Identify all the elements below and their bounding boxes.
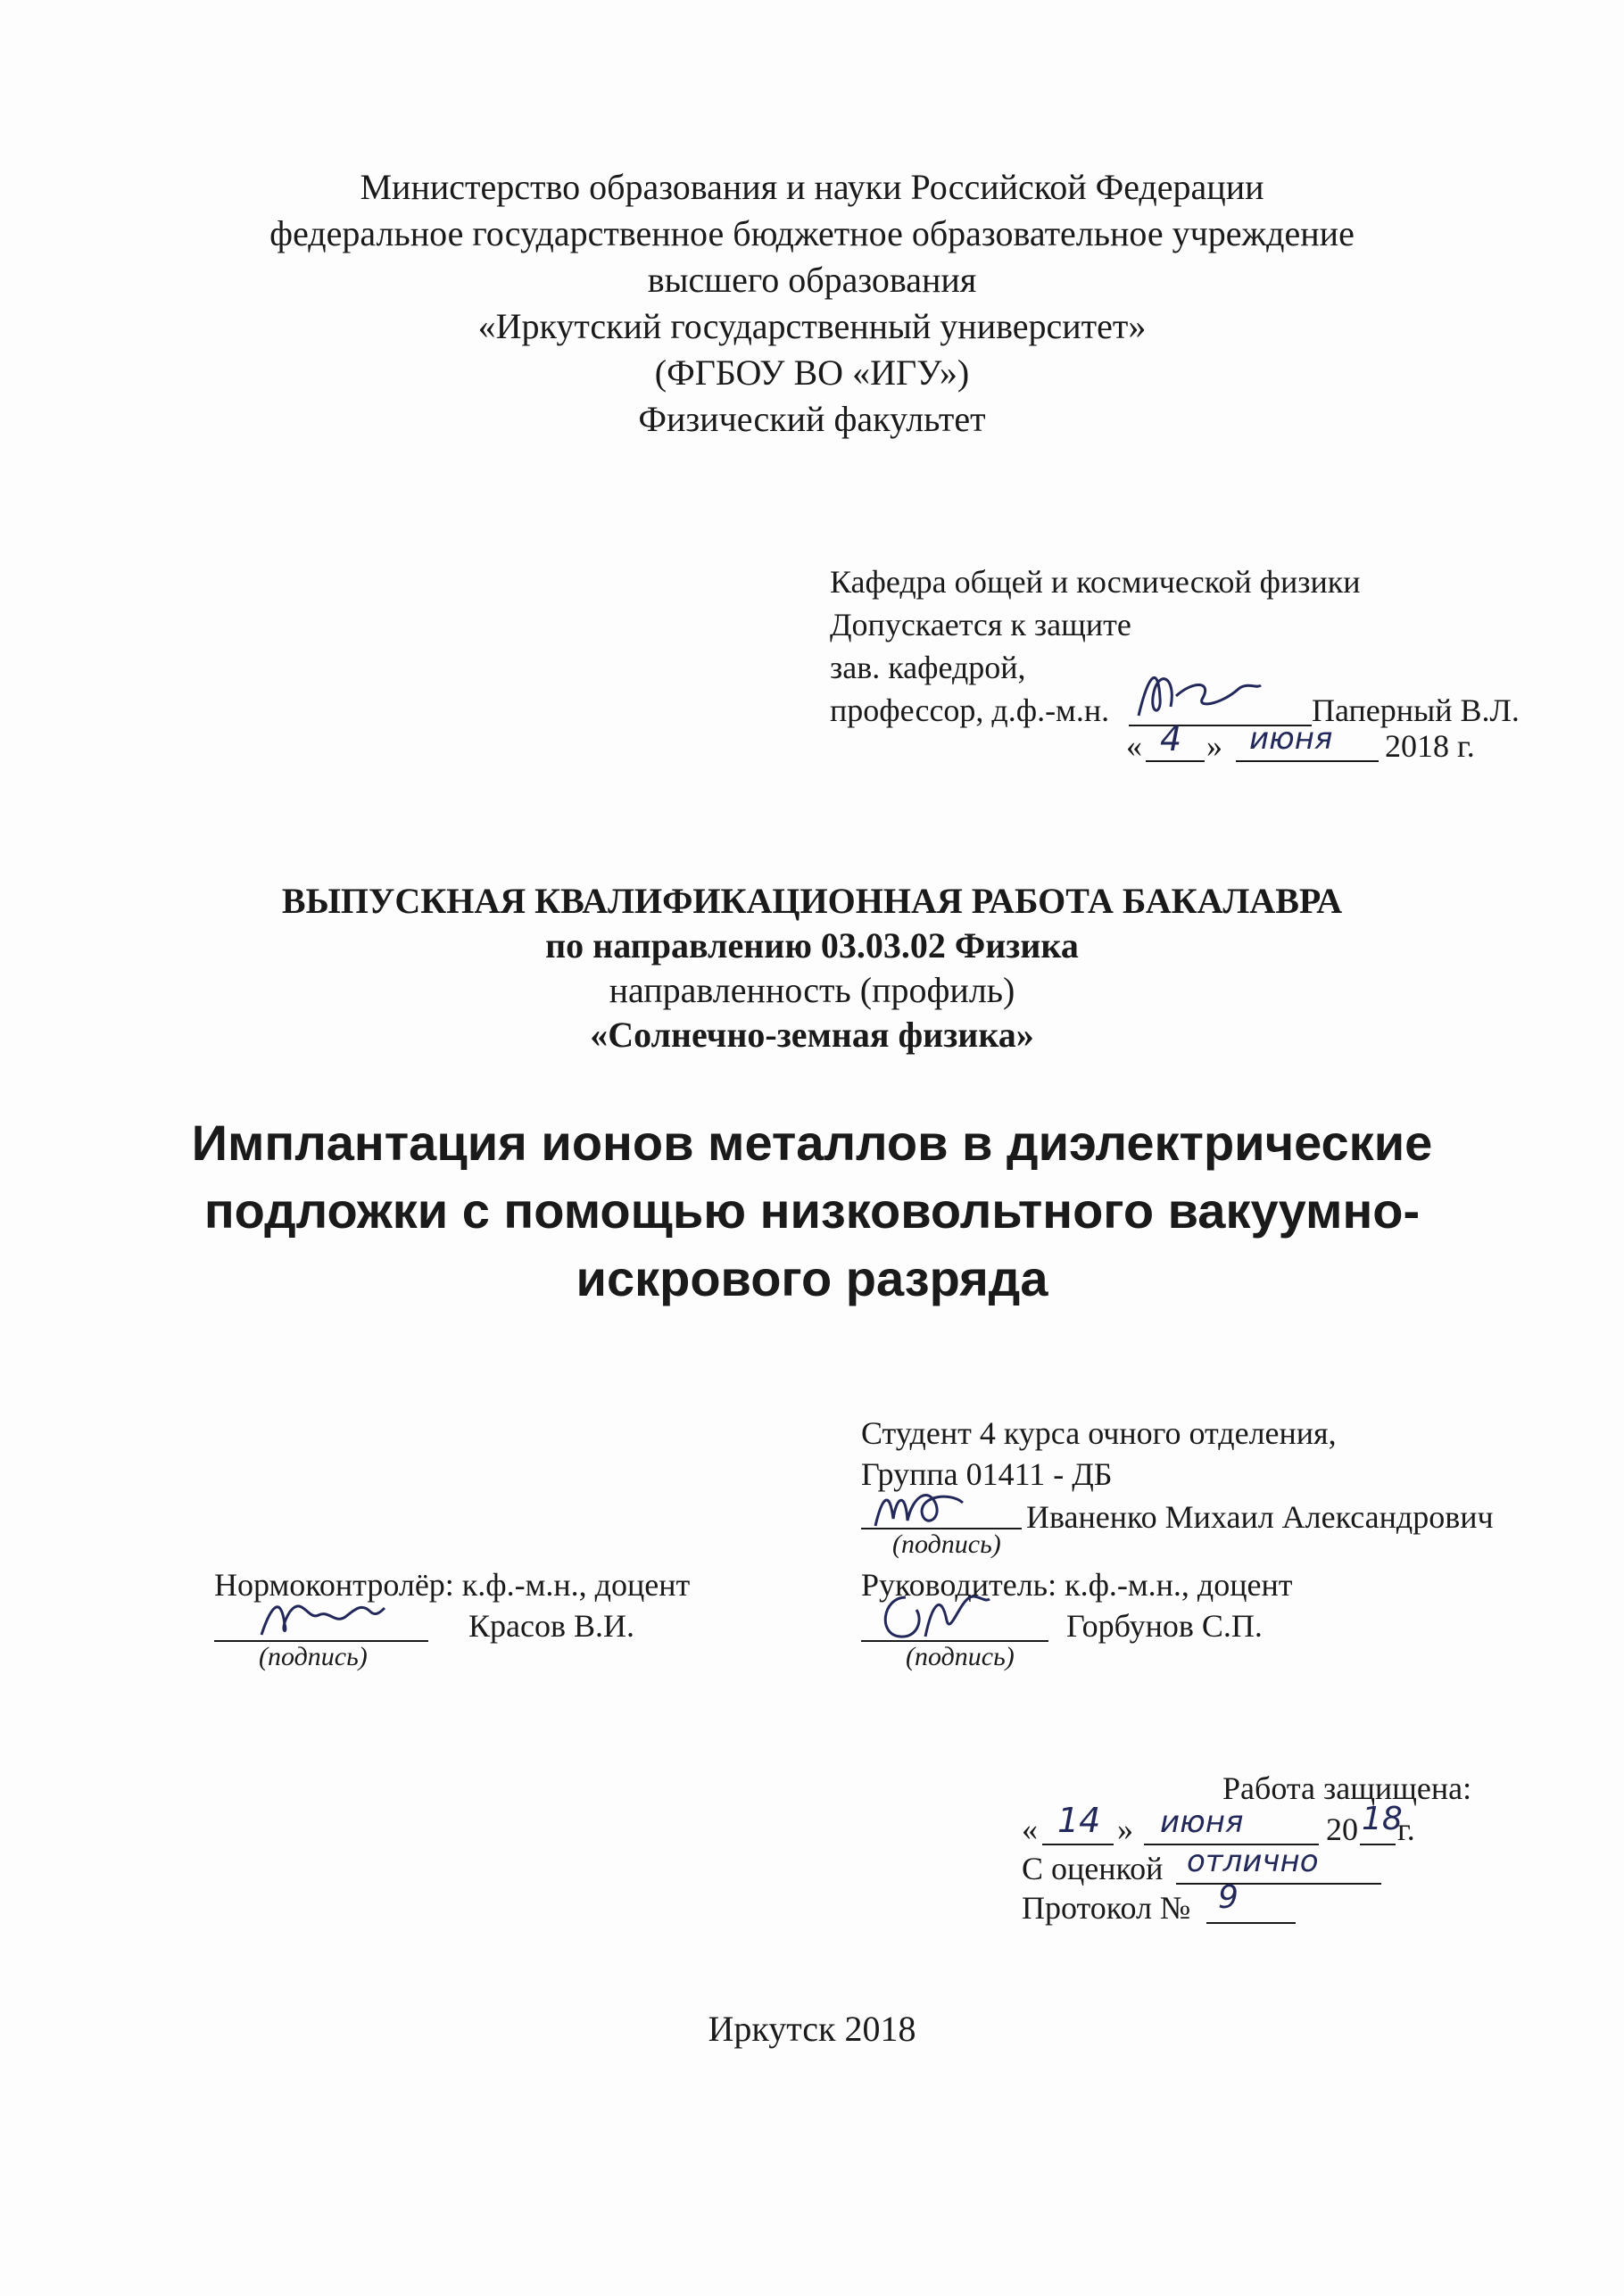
approval-day: 4 bbox=[1160, 719, 1182, 758]
approval-day-line bbox=[1146, 760, 1205, 762]
defense-date-close-quote: » bbox=[1117, 1811, 1133, 1847]
defense-year-line bbox=[1360, 1844, 1396, 1845]
ministry-line: Министерство образования и науки Российской Федерации bbox=[360, 167, 1264, 207]
education-level-line: высшего образования bbox=[647, 260, 977, 300]
thesis-title-line-2: подложки с помощью низковольтного вакуумно- bbox=[203, 1182, 1421, 1239]
head-name: Паперный В.Л. bbox=[1312, 692, 1520, 728]
defense-date-open-quote: « bbox=[1022, 1811, 1038, 1847]
focus-label: направленность (профиль) bbox=[609, 970, 1015, 1010]
approval-year: 2018 г. bbox=[1385, 728, 1475, 764]
defense-day: 14 bbox=[1057, 1801, 1101, 1840]
profile-name: «Солнечно-земная физика» bbox=[590, 1015, 1034, 1055]
protocol-line bbox=[1206, 1922, 1296, 1924]
department-name: Кафедра общей и космической физики bbox=[830, 564, 1361, 600]
defense-heading: Работа защищена: bbox=[1222, 1770, 1472, 1806]
defense-day-line bbox=[1042, 1844, 1114, 1845]
city-year: Иркутск 2018 bbox=[708, 2009, 916, 2049]
student-course: Студент 4 курса очного отделения, bbox=[861, 1415, 1337, 1451]
approval-month: июня bbox=[1249, 721, 1333, 757]
defense-year-prefix: 20 bbox=[1326, 1811, 1358, 1847]
work-type: ВЫПУСКНАЯ КВАЛИФИКАЦИОННАЯ РАБОТА БАКАЛАВРА bbox=[281, 881, 1343, 921]
defense-month: июня bbox=[1160, 1804, 1244, 1840]
thesis-title-line-3: искрового разряда bbox=[576, 1250, 1048, 1306]
student-name: Иваненко Михаил Александрович bbox=[1026, 1499, 1494, 1535]
supervisor-role: Руководитель: к.ф.-м.н., доцент bbox=[861, 1567, 1293, 1603]
university-name: «Иркутский государственный университет» bbox=[477, 306, 1147, 346]
normcontrol-signature-label: (подпись) bbox=[259, 1642, 368, 1671]
supervisor-signature-label: (подпись) bbox=[906, 1642, 1015, 1671]
grade-label: С оценкой bbox=[1022, 1851, 1164, 1886]
admitted-to-defense: Допускается к защите bbox=[830, 607, 1131, 642]
student-group: Группа 01411 - ДБ bbox=[861, 1456, 1113, 1492]
institution-type-line: федеральное государственное бюджетное образовательное учреждение bbox=[269, 213, 1355, 253]
thesis-title-line-1: Имплантация ионов металлов в диэлектрические bbox=[191, 1115, 1433, 1171]
faculty-name: Физический факультет bbox=[638, 399, 986, 439]
protocol-number: 9 bbox=[1218, 1879, 1239, 1916]
university-abbreviation: (ФГБОУ ВО «ИГУ») bbox=[654, 352, 970, 393]
defense-year-suffix: 18 bbox=[1362, 1801, 1403, 1837]
head-signature bbox=[1131, 662, 1265, 729]
work-direction: по направлению 03.03.02 Физика bbox=[545, 925, 1079, 966]
head-title: профессор, д.ф.-м.н. bbox=[830, 692, 1110, 728]
supervisor-name: Горбунов С.П. bbox=[1066, 1608, 1263, 1644]
grade-line bbox=[1176, 1883, 1381, 1885]
normcontrol-signature bbox=[254, 1585, 388, 1644]
protocol-label: Протокол № bbox=[1022, 1890, 1191, 1926]
grade-value: отлично bbox=[1187, 1844, 1319, 1879]
normcontrol-name: Красов В.И. bbox=[468, 1608, 634, 1644]
approval-month-line bbox=[1236, 760, 1379, 762]
approval-date-open-quote: « bbox=[1126, 728, 1142, 764]
defense-year-unit: г. bbox=[1397, 1811, 1415, 1847]
student-signature bbox=[870, 1478, 968, 1533]
student-signature-label: (подпись) bbox=[892, 1529, 1001, 1559]
head-role: зав. кафедрой, bbox=[830, 650, 1026, 685]
supervisor-signature bbox=[870, 1585, 995, 1645]
approval-date-close-quote: » bbox=[1206, 728, 1222, 764]
normcontrol-role: Нормоконтролёр: к.ф.-м.н., доцент bbox=[214, 1567, 691, 1603]
